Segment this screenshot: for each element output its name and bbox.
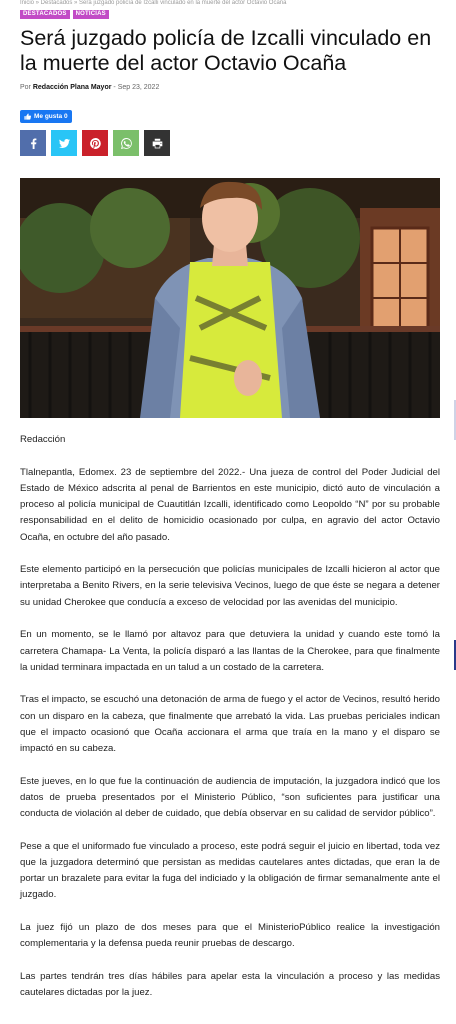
body-paragraph: Este elemento participó en la persecución que policías municipales de Izcalli hicieron al actor que interpretaba a Benito Rivers, en la serie televisiva Vecinos, luego de que éste se negara a detener su unidad Cherokee que conducía a exceso de velocidad por las avenidas del municipio. [20, 564, 440, 608]
twitter-icon [59, 138, 70, 149]
printer-icon [152, 138, 163, 149]
category-tags [20, 10, 109, 19]
body-paragraph: Las partes tendrán tres días hábiles para apelar esta la vinculación a proceso y las medidas cautelares dictadas por la juez. [20, 971, 440, 999]
byline-separator: - [111, 84, 118, 91]
pinterest-icon [90, 138, 101, 149]
facebook-icon [28, 138, 39, 149]
facebook-like-button[interactable] [20, 110, 72, 123]
by-prefix: Por [20, 84, 31, 91]
facebook-share-button[interactable] [20, 130, 46, 156]
twitter-share-button[interactable] [51, 130, 77, 156]
body-paragraph: Tlalnepantla, Edomex. 23 de septiembre del 2022.- Una jueza de control del Poder Judicial del Estado de México adscrita al penal de Barrientos en este municipio, dictó auto de vinculación a proceso al policía municipal de Cuautitlán Izcalli, identificado como Leopoldo “N” por su probable responsabilidad en el delito de homicidio ocasionado por culpa, en agravio del actor Octavio Ocaña, en octubre del año pasado. [20, 466, 440, 543]
publish-date: Sep 23, 2022 [117, 84, 160, 91]
body-paragraph: Redacción [20, 434, 66, 445]
body-paragraph: Tras el impacto, se escuchó una detonación de arma de fuego y el actor de Vecinos, resultó herido con un disparo en la cabeza, que finalmente que arrebató la vida. Las pruebas periciales indican que el impacto ocasionó que Ocaña accionara el arma que traía en la mano y el disparo se impactó en su cabeza. [20, 694, 440, 755]
photo-illustration [20, 178, 440, 418]
tag-destacados[interactable]: DESTACADOS [20, 10, 70, 19]
breadcrumb[interactable]: Inicio » Destacados » Será juzgado policía de Izcalli vinculado en la muerte del actor Octavio Ocaña [20, 0, 287, 6]
body-paragraph: Este jueves, en lo que fue la continuación de audiencia de imputación, la juzgadora indicó que los datos de prueba presentados por el Ministerio Público, “son suficientes para justificar una conducta de violación al deber de cuidado, que debía observar en su calidad de servidor público”. [20, 775, 440, 820]
tag-noticias[interactable]: NOTICIAS [73, 10, 109, 19]
article-photo [20, 178, 440, 418]
whatsapp-icon [121, 138, 132, 149]
byline [20, 84, 159, 91]
thumbs-up-icon [24, 113, 31, 120]
body-paragraph: En un momento, se le llamó por altavoz para que detuviera la unidad y cuando este tomó la carretera Chamapa- La Venta, la policía disparó a las llantas de la Cherokee, para que finalmente la unidad terminara impactada en un talud a un costado de la carretera. [20, 629, 440, 673]
author-link[interactable]: Redacción Plana Mayor [32, 84, 112, 91]
body-paragraph: La juez fijó un plazo de dos meses para que el MinisterioPúblico realice la investigación complementaria y la defensa pueda reunir pruebas de descargo. [20, 922, 440, 950]
whatsapp-share-button[interactable] [113, 130, 139, 156]
like-label: Me gusta 0 [34, 113, 68, 120]
body-paragraph: Pese a que el uniformado fue vinculado a proceso, este podrá seguir el juicio en libertad, toda vez que la juzgadora determinó que persistan as medidas cautelares antes dictadas, que eran la de portar un brazalete para evitar la fuga del indiciado y la obligación de firmar semanalmente ante el juzgado. [20, 840, 440, 901]
share-buttons [20, 130, 170, 156]
print-button[interactable] [144, 130, 170, 156]
pinterest-share-button[interactable] [82, 130, 108, 156]
article-body [20, 432, 440, 1018]
article-title: Será juzgado policía de Izcalli vinculado en la muerte del actor Octavio Ocaña [20, 26, 432, 75]
